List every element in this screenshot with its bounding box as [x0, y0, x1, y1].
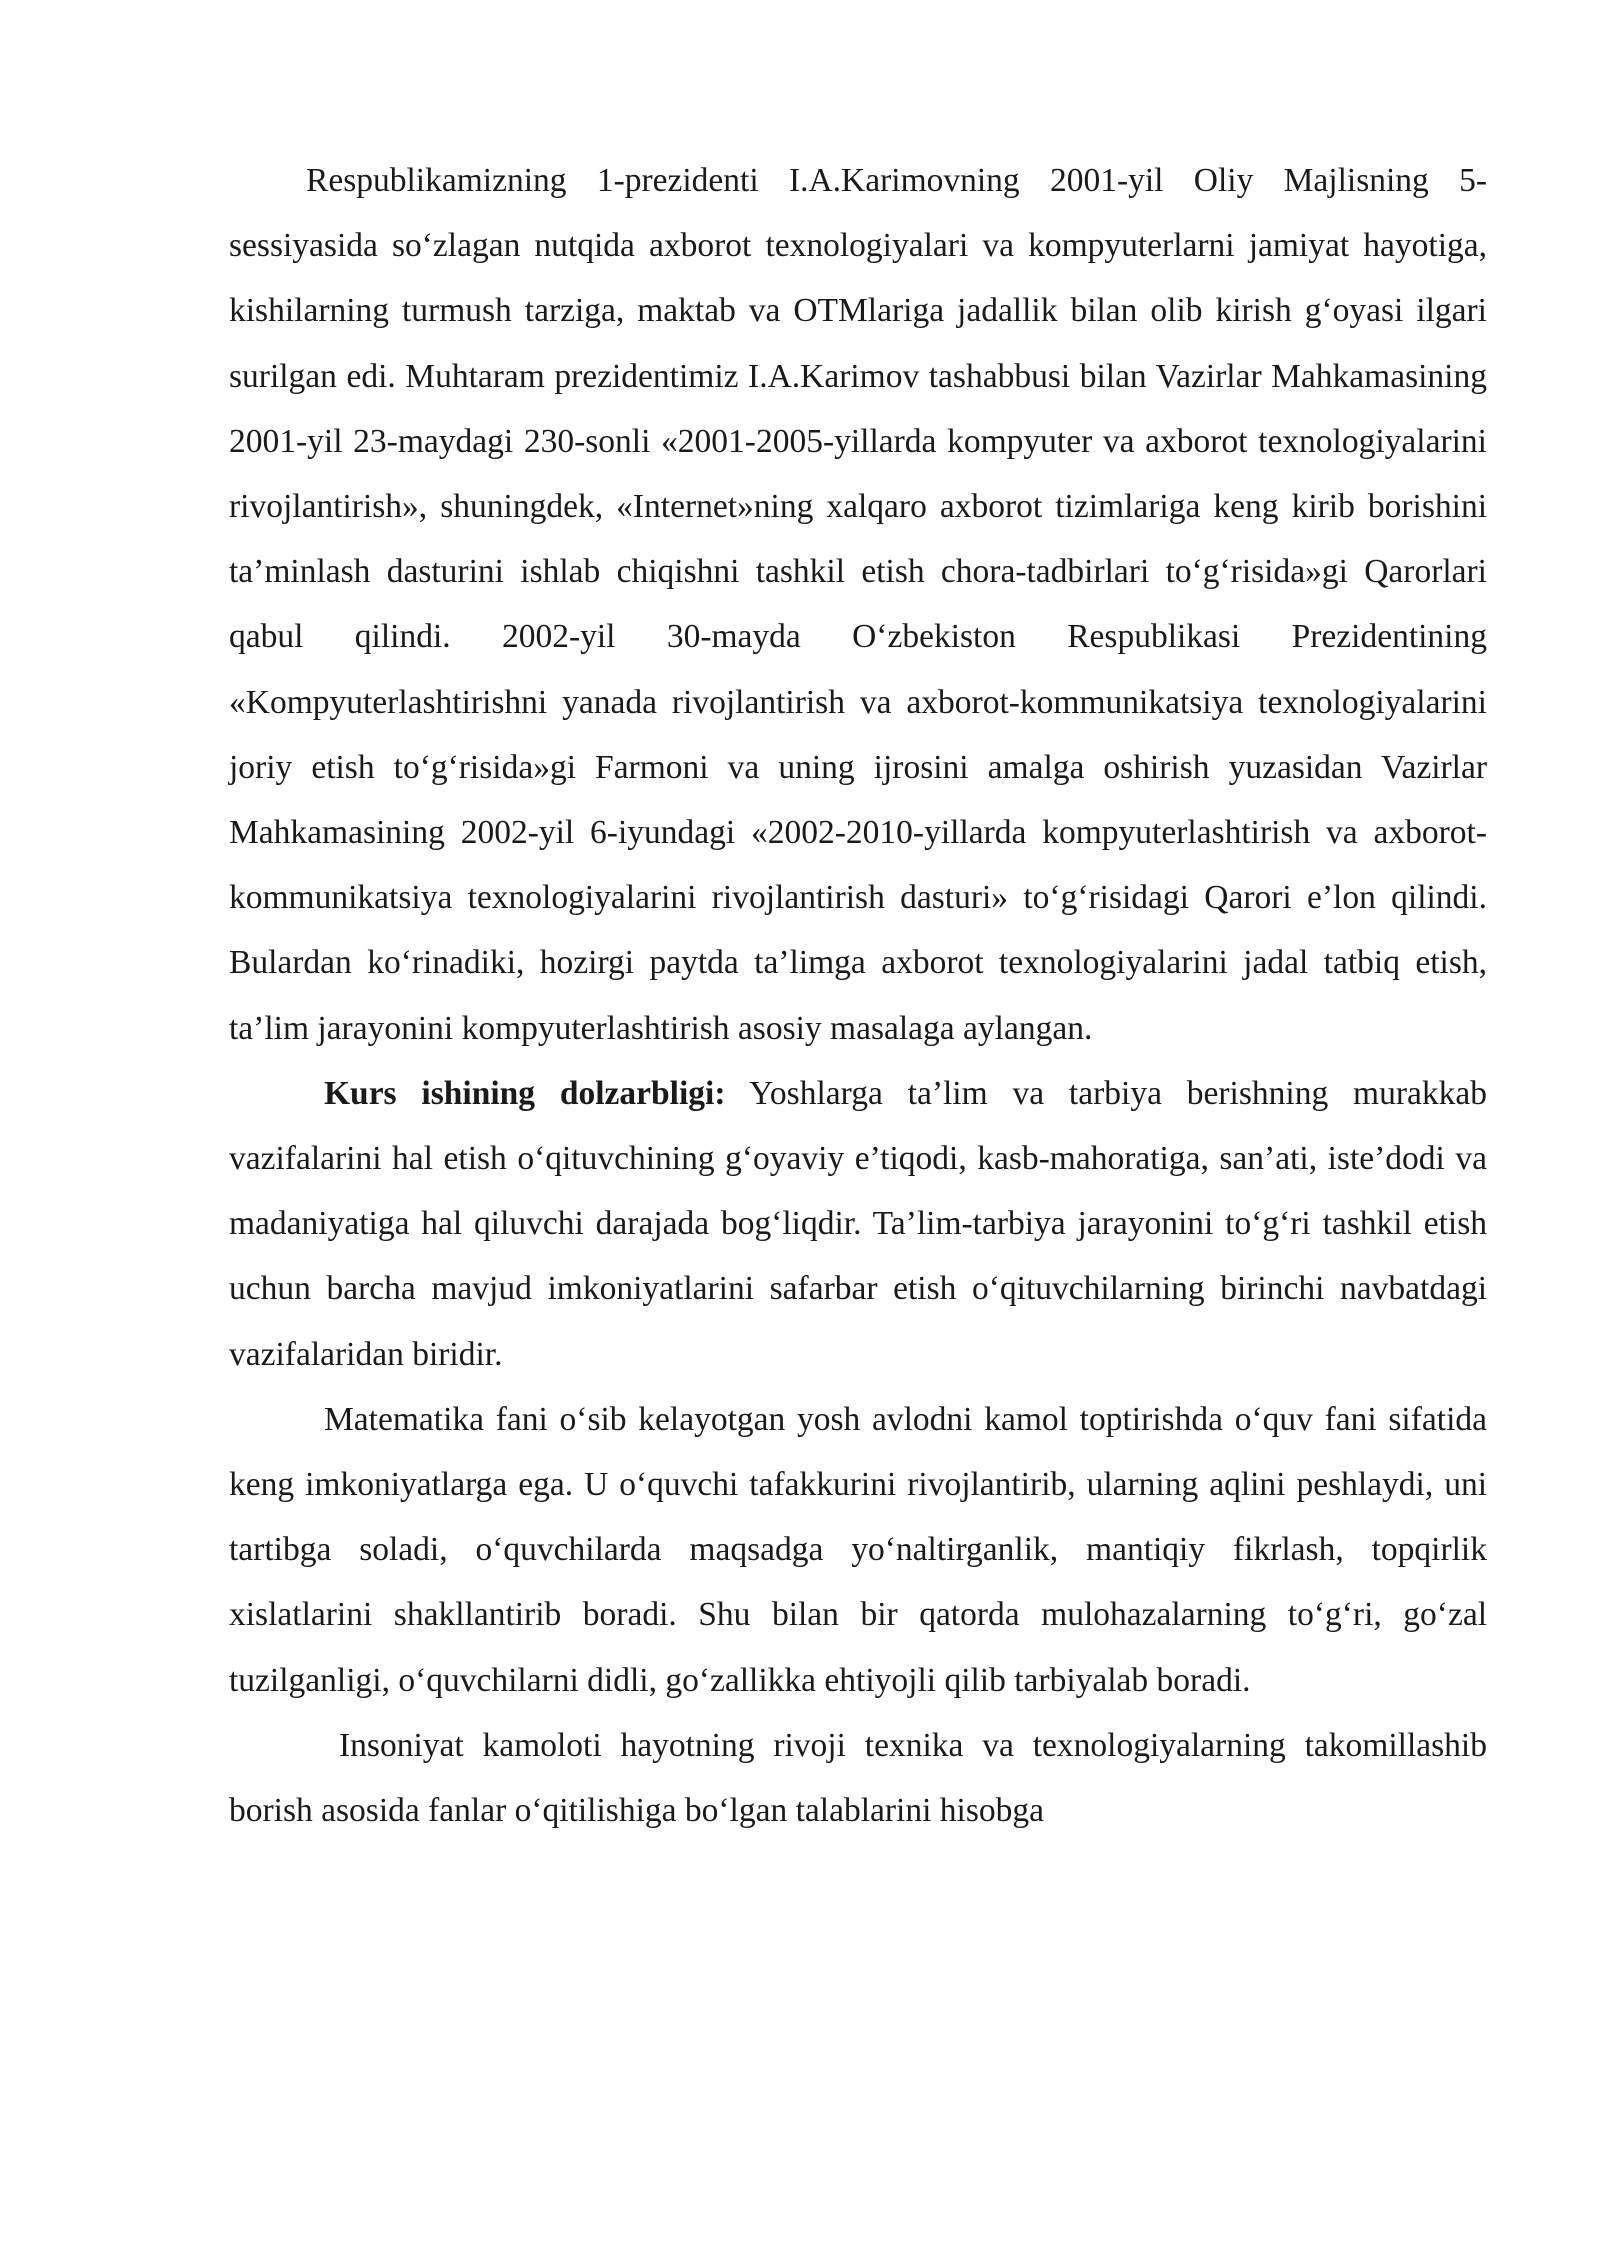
- document-body: [229, 148, 1487, 1843]
- relevance-text: Yoshlarga ta’lim va tarbiya berishning murakkab vazifalarini hal etish o‘qituvchining g‘oyaviy e’tiqodi, kasb-mahoratiga, san’ati, iste’dodi va madaniyatiga hal qiluvchi darajada bog‘liqdir. Ta’lim-tarbiya jarayonini to‘g‘ri tashkil etish uchun barcha mavjud imkoniyatlarini safarbar etish o‘qituvchilarning birinchi navbatdagi vazifalaridan biridir.: [229, 1074, 1487, 1373]
- paragraph-intro: Respublikamizning 1-prezidenti I.A.Karimovning 2001-yil Oliy Majlisning 5-sessiyasida so‘zlagan nutqida axborot texnologiyalari va kompyuterlarni jamiyat hayotiga, kishilarning turmush tarziga, maktab va OTMlariga jadallik bilan olib kirish g‘oyasi ilgari surilgan edi. Muhtaram prezidentimiz I.A.Karimov tashabbusi bilan Vazirlar Mahkamasining 2001-yil 23-maydagi 230-sonli «2001-2005-yillarda kompyuter va axborot texnologiyalarini rivojlantirish», shuningdek, «Internet»ning xalqaro axborot tizimlariga keng kirib borishini ta’minlash dasturini ishlab chiqishni tashkil etish chora-tadbirlari to‘g‘risida»gi Qarorlari qabul qilindi. 2002-yil 30-mayda O‘zbekiston Respublikasi Prezidentining «Kompyuterlashtirishni yanada rivojlantirish va axborot-kommunikatsiya texnologiyalarini joriy etish to‘g‘risida»gi Farmoni va uning ijrosini amalga oshirish yuzasidan Vazirlar Mahkamasining 2002-yil 6-iyundagi «2002-2010-yillarda kompyuterlashtirish va axborot-kommunikatsiya texnologiyalarini rivojlantirish dasturi» to‘g‘risidagi Qarori e’lon qilindi. Bulardan ko‘rinadiki, hozirgi paytda ta’limga axborot texnologiyalarini jadal tatbiq etish, ta’lim jarayonini kompyuterlashtirish asosiy masalaga aylangan.: [229, 162, 1487, 1047]
- relevance-heading: Kurs ishining dolzarbligi:: [324, 1074, 726, 1112]
- paragraph-relevance: [229, 1061, 1487, 1387]
- paragraph-humanity: Insoniyat kamoloti hayotning rivoji texnika va texnologiyalarning takomillashib borish asosida fanlar o‘qitilishiga bo‘lgan talablarini hisobga: [229, 1726, 1487, 1830]
- paragraph-mathematics: Matematika fani o‘sib kelayotgan yosh avlodni kamol toptirishda o‘quv fani sifatida keng imkoniyatlarga ega. U o‘quvchi tafakkurini rivojlantirib, ularning aqlini peshlaydi, uni tartibga soladi, o‘quvchilarda maqsadga yo‘naltirganlik, mantiqiy fikrlash, topqirlik xislatlarini shakllantirib boradi. Shu bilan bir qatorda mulohazalarning to‘g‘ri, go‘zal tuzilganligi, o‘quvchilarni didli, go‘zallikka ehtiyojli qilib tarbiyalab boradi.: [229, 1400, 1487, 1699]
